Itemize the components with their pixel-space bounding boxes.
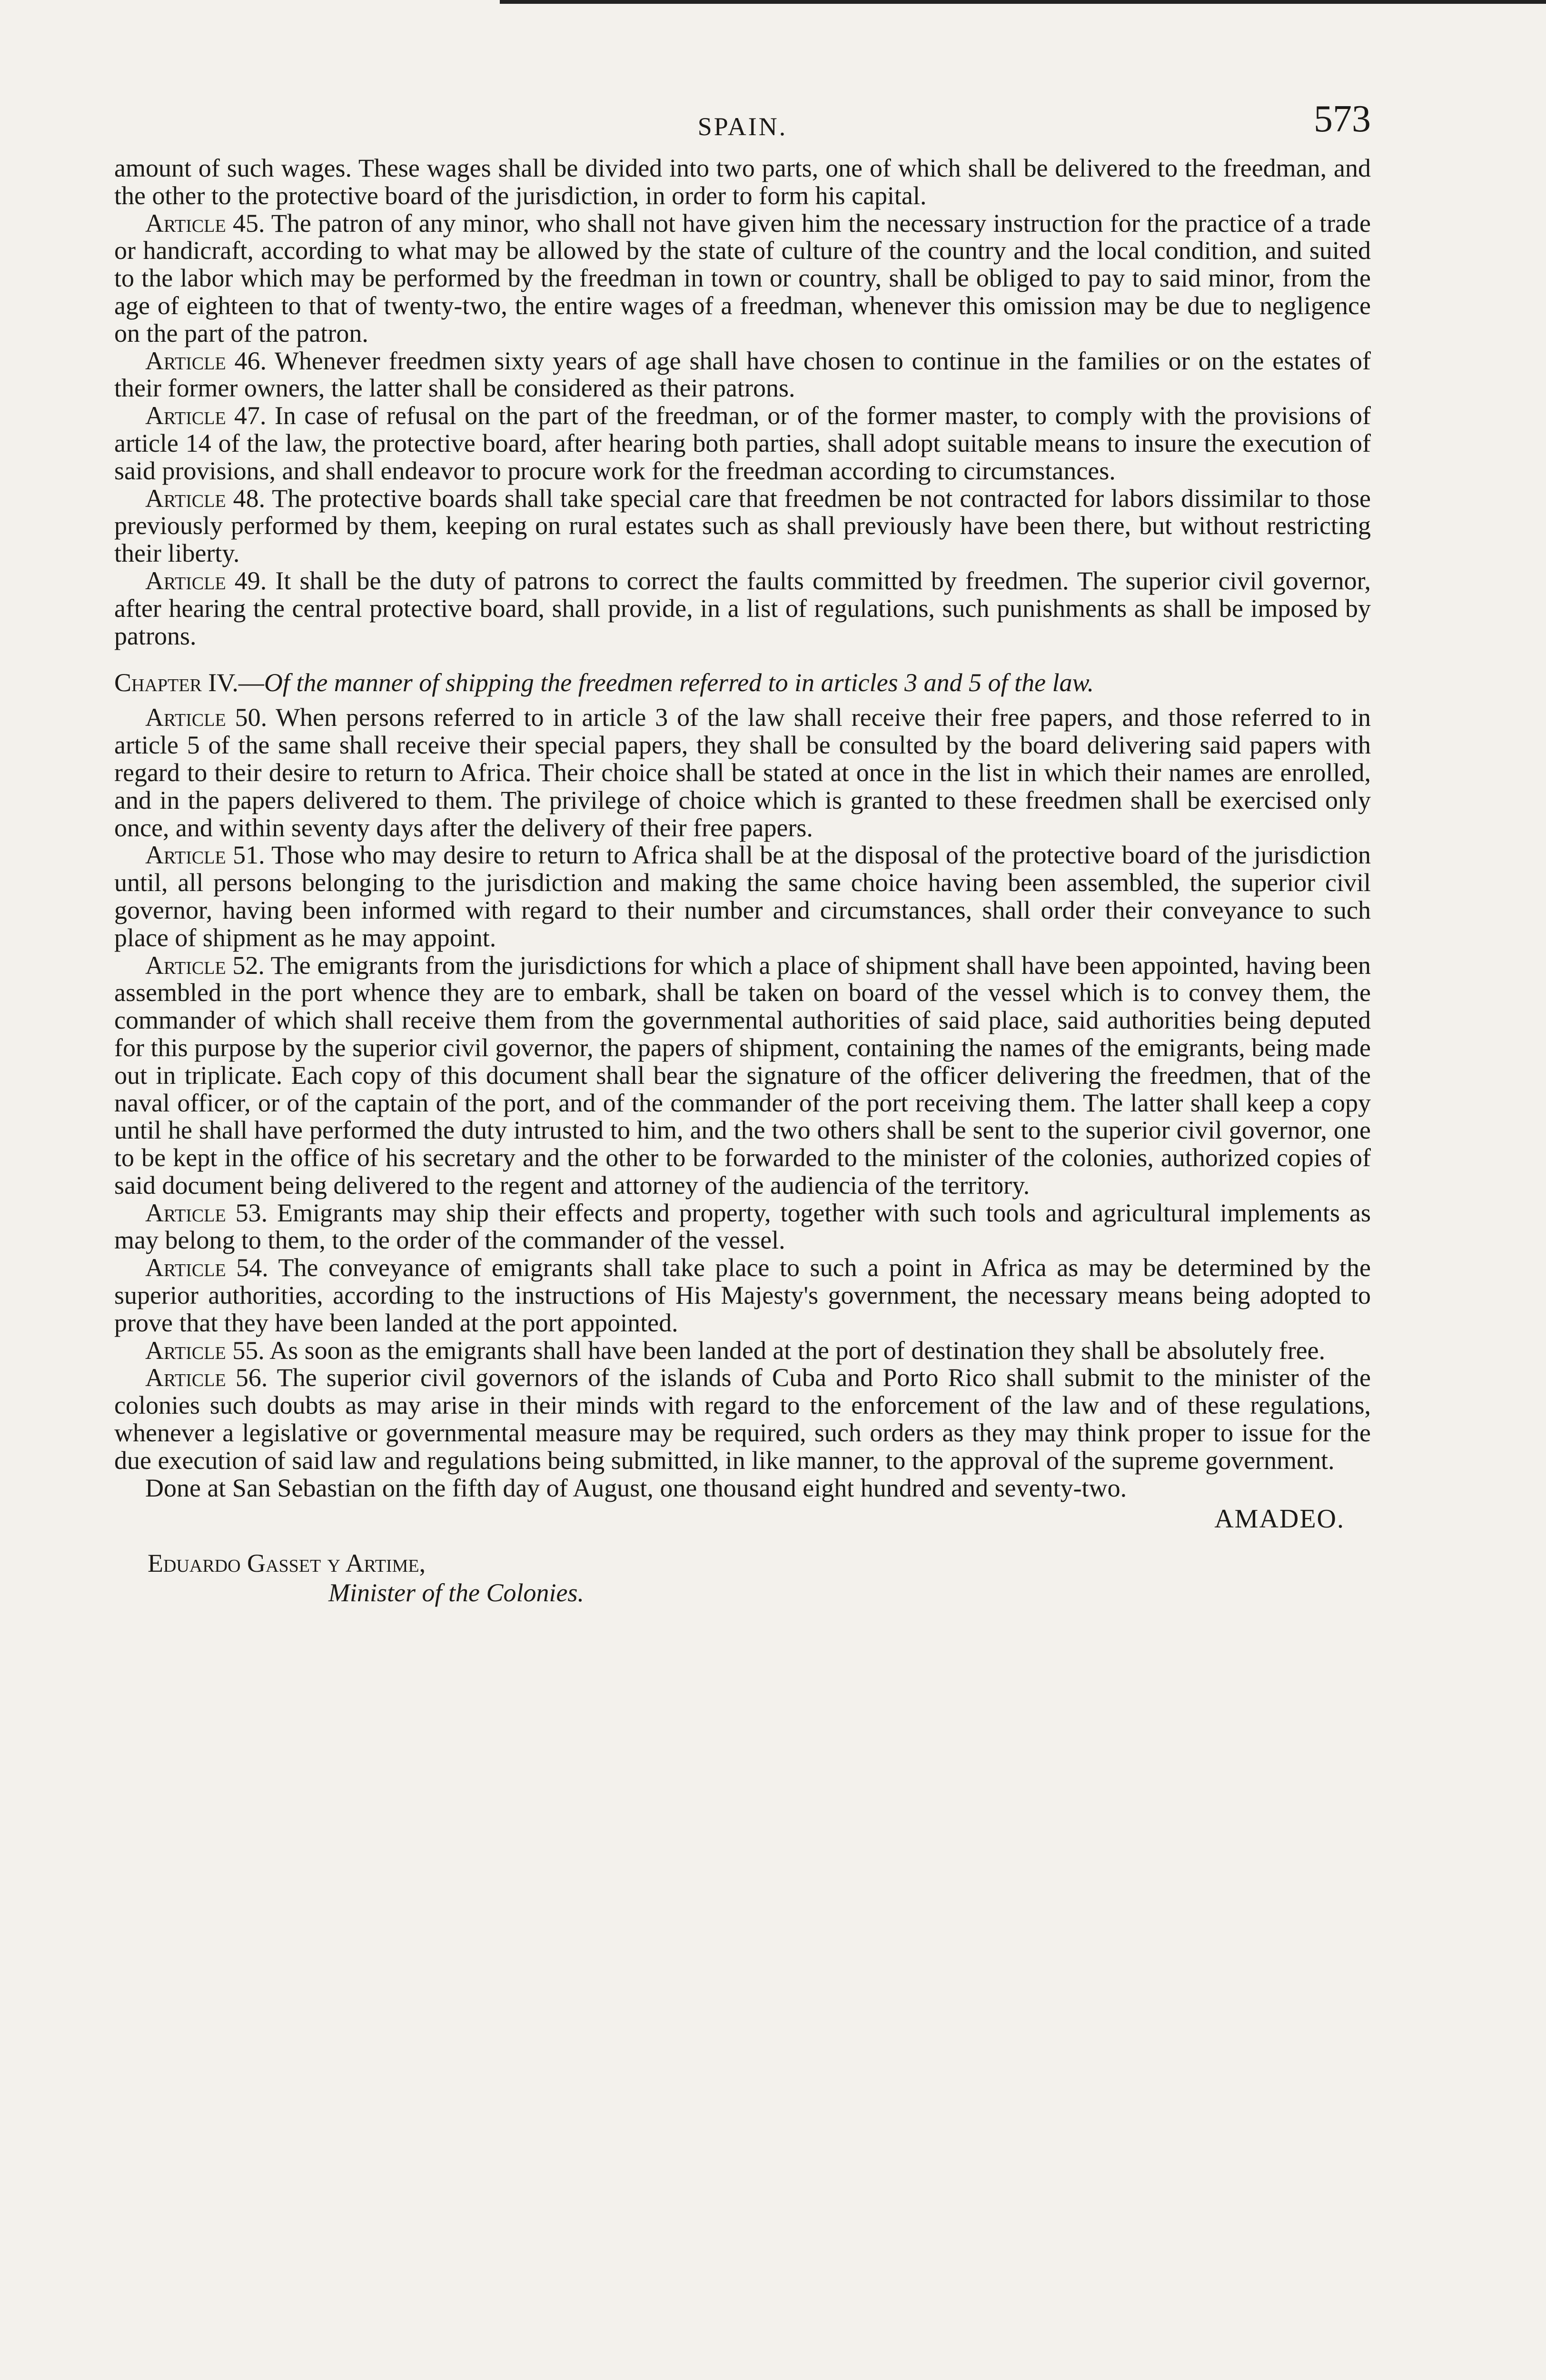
chapter-heading xyxy=(114,669,1371,696)
article-51 xyxy=(114,842,1371,952)
article-text: The protective boards shall take special care that freedmen be not contracted for labors dissimilar to those previously performed by them, keeping on rural estates such as shall previously have been there, but without restricting their liberty. xyxy=(114,484,1371,568)
article-label: Article 49. xyxy=(145,566,267,595)
article-text: In case of refusal on the part of the freedman, or of the former master, to comply with the provisions of article 14 of the law, the protective board, after hearing both parties, shall adopt suitable means to insure the execution of said provisions, and shall endeavor to procure work for the freedman according to circumstances. xyxy=(114,401,1371,485)
royal-signature: AMADEO. xyxy=(1214,1504,1345,1534)
article-text: Whenever freedmen sixty years of age shall have chosen to continue in the families or on the estates of their former owners, the latter shall be considered as their patrons. xyxy=(114,346,1371,403)
minister-role: Minister of the Colonies. xyxy=(328,1578,584,1607)
chapter-title: Of the manner of shipping the freedmen referred to in articles 3 and 5 of the law. xyxy=(264,668,1094,697)
closing-paragraph: Done at San Sebastian on the fifth day of August, one thousand eight hundred and seventy-two. xyxy=(145,1473,1127,1502)
minister-name: Eduardo Gasset y Artime, xyxy=(148,1549,426,1578)
article-52 xyxy=(114,952,1371,1200)
article-label: Article 46. xyxy=(145,346,267,375)
article-label: Article 55. xyxy=(145,1336,265,1365)
articles-section-2 xyxy=(114,704,1371,1474)
article-54 xyxy=(114,1254,1371,1337)
running-title: SPAIN. xyxy=(697,112,788,141)
running-head xyxy=(114,98,1371,155)
article-text: The conveyance of emigrants shall take place to such a point in Africa as may be determined by the superior authorities, according to the instructions of His Majesty's government, the necessary means being adopted to prove that they have been landed at the port appointed. xyxy=(114,1253,1371,1337)
document-page xyxy=(114,98,1371,1607)
article-text: The patron of any minor, who shall not have given him the necessary instruction for the practice of a trade or handicraft, according to what may be allowed by the state of culture of the country and the local condition, and suited to the labor which may be performed by the freedman in town or country, shall be obliged to pay to said minor, from the age of eighteen to that of twenty-two, the entire wages of a freedman, whenever this omission may be due to negligence on the part of the patron. xyxy=(114,208,1371,347)
article-label: Article 54. xyxy=(145,1253,268,1282)
article-47 xyxy=(114,402,1371,485)
article-48 xyxy=(114,485,1371,567)
article-text: When persons referred to in article 3 of the law shall receive their free papers, and those referred to in article 5 of the same shall receive their special papers, they shall be consulted by the board delivering said papers with regard to their desire to return to Africa. Their choice shall be stated at once in the list in which their names are enrolled, and in the papers delivered to them. The privilege of choice which is granted to these freedmen shall be exercised only once, and within seventy days after the delivery of their free papers. xyxy=(114,703,1371,842)
article-56 xyxy=(114,1364,1371,1474)
article-label: Article 47. xyxy=(145,401,267,430)
article-label: Article 50. xyxy=(145,703,268,732)
chapter-label: Chapter IV.— xyxy=(114,668,264,697)
article-55 xyxy=(114,1337,1371,1365)
article-53 xyxy=(114,1200,1371,1255)
article-label: Article 48. xyxy=(145,484,266,513)
article-text: Emigrants may ship their effects and property, together with such tools and agricultural implements as may belong to them, to the order of the commander of the vessel. xyxy=(114,1198,1371,1255)
article-label: Article 56. xyxy=(145,1363,268,1392)
article-text: The superior civil governors of the islands of Cuba and Porto Rico shall submit to the minister of the colonies such doubts as may arise in their minds with regard to the enforcement of the law and of these regulations, whenever a legislative or governmental measure may be required, such orders as they may think proper to issue for the due execution of said law and regulations being submitted, in like manner, to the approval of the supreme government. xyxy=(114,1363,1371,1475)
opening-paragraph: amount of such wages. These wages shall be divided into two parts, one of which shall be delivered to the freedman, and the other to the protective board of the jurisdiction, in order to form his capital. xyxy=(114,154,1371,210)
article-text: The emigrants from the jurisdictions for which a place of shipment shall have been appointed, having been assembled in the port whence they are to embark, shall be taken on board of the vessel which is to convey them, the commander of which shall receive them from the governmental authorities of said place, said authorities being deputed for this purpose by the superior civil governor, the papers of shipment, containing the names of the emigrants, being made out in triplicate. Each copy of this document shall bear the signature of the officer delivering the freedmen, that of the naval officer, or of the captain of the port, and of the commander of the port receiving them. The latter shall keep a copy until he shall have performed the duty intrusted to him, and the two others shall be sent to the superior civil governor, one to be kept in the office of his secretary and the other to be forwarded to the minister of the colonies, authorized copies of said document being delivered to the regent and attorney of the audiencia of the territory. xyxy=(114,951,1371,1200)
article-label: Article 45. xyxy=(145,208,265,238)
article-text: It shall be the duty of patrons to correct the faults committed by freedmen. The superior civil governor, after hearing the central protective board, shall provide, in a list of regulations, such punishments as shall be imposed by patrons. xyxy=(114,566,1371,650)
articles-section-1 xyxy=(114,210,1371,650)
page-number: 573 xyxy=(1314,98,1371,140)
article-label: Article 51. xyxy=(145,841,265,870)
article-label: Article 53. xyxy=(145,1198,268,1227)
article-45 xyxy=(114,210,1371,347)
article-49 xyxy=(114,567,1371,650)
article-label: Article 52. xyxy=(145,951,265,980)
article-50 xyxy=(114,704,1371,842)
article-text: As soon as the emigrants shall have been landed at the port of destination they shall be absolutely free. xyxy=(269,1336,1326,1365)
article-46 xyxy=(114,347,1371,403)
minister-block xyxy=(148,1548,1371,1607)
article-text: Those who may desire to return to Africa shall be at the disposal of the protective board of the jurisdiction until, all persons belonging to the jurisdiction and making the same choice having been assembled, the superior civil governor, having been informed with regard to their number and circumstances, shall order their conveyance to such place of shipment as he may appoint. xyxy=(114,841,1371,952)
top-border-rule xyxy=(500,0,1546,4)
